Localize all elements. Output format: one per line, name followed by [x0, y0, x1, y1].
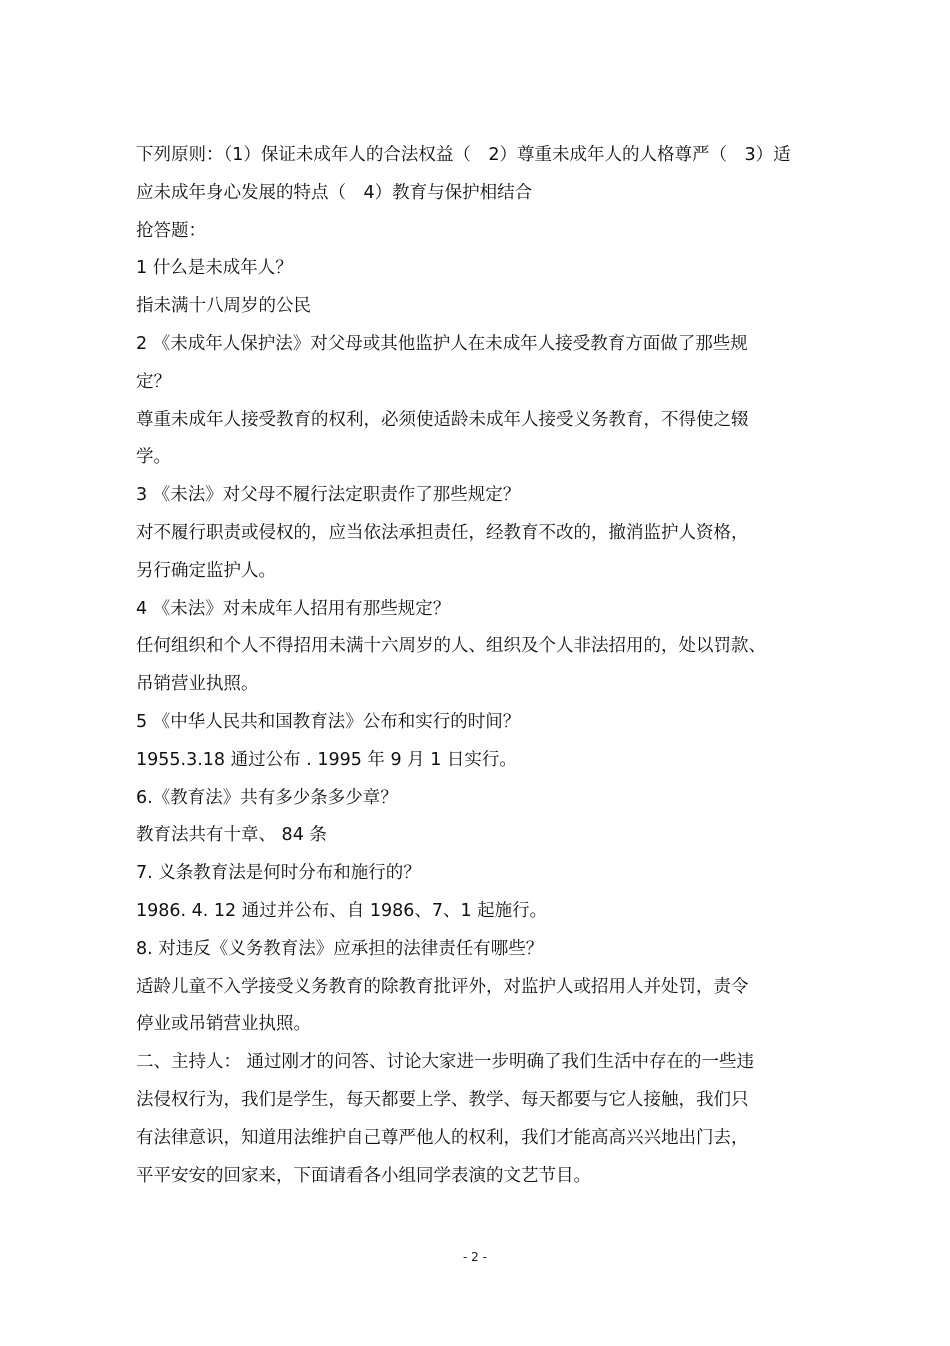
text-line: 二、主持人： 通过刚才的问答、讨论大家进一步明确了我们生活中存在的一些违: [136, 1052, 755, 1073]
text-line: 下列原则：（1）保证未成年人的合法权益（ 2）尊重未成年人的人格尊严（ 3）适: [136, 145, 791, 165]
text-line: 适龄儿童不入学接受义务教育的除教育批评外，对监护人或招用人并处罚，责令: [136, 976, 749, 997]
page-number: - 2 -: [463, 1250, 487, 1264]
text-line: 学。: [136, 447, 171, 468]
text-line: 应未成年身心发展的特点（ 4）教育与保护相结合: [136, 182, 533, 203]
text-line: 3 《未法》对父母不履行法定职责作了那些规定？: [136, 485, 521, 506]
text-line: 定？: [136, 371, 171, 392]
text-line: 教育法共有十章、 84 条: [136, 825, 327, 846]
text-line: 任何组织和个人不得招用未满十六周岁的人、组织及个人非法招用的，处以罚款、: [136, 636, 766, 657]
text-line: 法侵权行为，我们是学生，每天都要上学、教学、每天都要与它人接触，我们只: [136, 1089, 749, 1110]
text-line: 对不履行职责或侵权的，应当依法承担责任，经教育不改的，撤消监护人资格，: [136, 522, 749, 543]
text-line: 吊销营业执照。: [136, 674, 259, 695]
text-line: 4 《未法》对未成年人招用有那些规定？: [136, 598, 451, 619]
text-line: 1955.3.18 通过公布 . 1995 年 9 月 1 日实行。: [136, 749, 517, 770]
text-line: 1986. 4. 12 通过并公布、自 1986、7、1 起施行。: [136, 900, 548, 921]
text-line: 另行确定监护人。: [136, 560, 276, 581]
text-line: 停业或吊销营业执照。: [136, 1014, 311, 1035]
text-line: 1 什么是未成年人？: [136, 258, 293, 279]
text-line: 2 《未成年人保护法》对父母或其他监护人在未成年人接受教育方面做了那些规: [136, 333, 748, 354]
text-line: 平平安安的回家来，下面请看各小组同学表演的文艺节目。: [136, 1165, 591, 1186]
text-line: 指未满十八周岁的公民: [136, 296, 311, 317]
text-line: 抢答题：: [136, 220, 206, 241]
text-line: 7. 义条教育法是何时分布和施行的？: [136, 863, 421, 884]
document-body: [136, 137, 826, 1195]
text-line: 尊重未成年人接受教育的权利，必须使适龄未成年人接受义务教育，不得使之辍: [136, 409, 749, 430]
text-line: 5 《中华人民共和国教育法》公布和实行的时间？: [136, 711, 521, 732]
text-line: 有法律意识，知道用法维护自己尊严他人的权利，我们才能高高兴兴地出门去，: [136, 1127, 749, 1148]
text-line: 6.《教育法》共有多少条多少章？: [136, 787, 398, 808]
text-line: 8. 对违反《义务教育法》应承担的法律责任有哪些？: [136, 938, 544, 959]
